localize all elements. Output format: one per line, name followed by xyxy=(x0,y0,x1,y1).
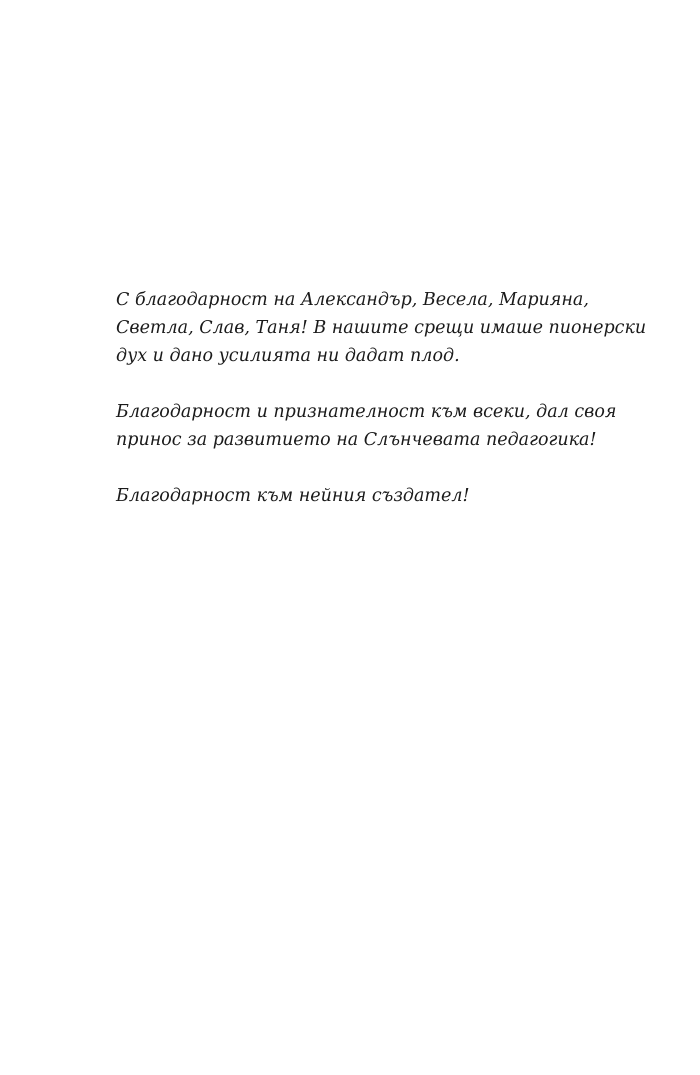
text-line: Благодарност и признателност към всеки, дал своя xyxy=(116,402,617,422)
paragraph-thanks-contributors xyxy=(116,398,617,454)
text-line: С благодарност на Александър, Весела, Марияна, xyxy=(116,290,589,310)
text-line: Благодарност към нейния създател! xyxy=(116,486,470,506)
paragraph-thanks-people xyxy=(116,286,647,370)
text-line: дух и дано усилията ни дадат плод. xyxy=(116,346,460,366)
dedication-text xyxy=(116,286,647,538)
text-line: принос за развитието на Слънчевата педагогика! xyxy=(116,430,597,450)
paragraph-thanks-creator xyxy=(116,482,596,510)
text-line: Светла, Слав, Таня! В нашите срещи имаше пионерски xyxy=(116,318,647,338)
